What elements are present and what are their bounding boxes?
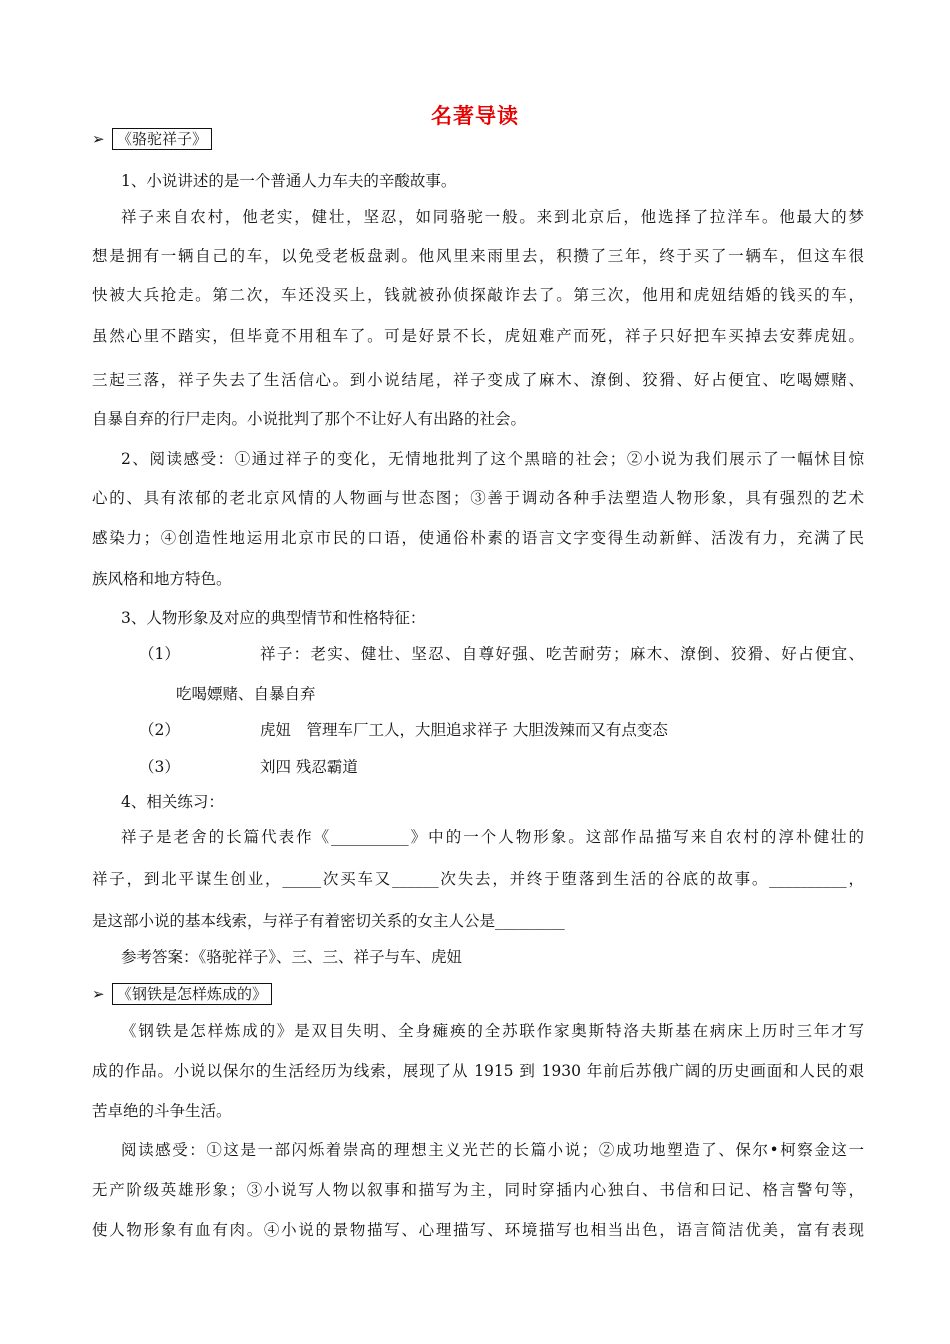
section-heading-how-steel — [92, 983, 272, 1005]
paragraph-line: 无产阶级英雄形象；③小说写人物以叙事和描写为主，同时穿插内心独白、书信和曰记、格言警句等， — [92, 1181, 864, 1199]
arrow-bullet-icon: ➢ — [92, 130, 105, 148]
list-item-text: 吃喝嫖赌、自暴自弃 — [176, 685, 316, 703]
exercise-line: 祥子是老舍的长篇代表作《__________》中的一个人物形象。这部作品描写来自农村的淳朴健壮的 — [121, 828, 864, 846]
paragraph-intro: 1、小说讲述的是一个普通人力车夫的辛酸故事。 — [121, 172, 457, 190]
section-title: 《钢铁是怎样炼成的》 — [112, 983, 272, 1005]
section-heading-camel-xiangzi — [92, 128, 212, 150]
paragraph-line: 心的、具有浓郁的老北京风情的人物画与世态图；③善于调动各种手法塑造人物形象，具有强烈的艺术 — [92, 489, 864, 507]
paragraph-line: 使人物形象有血有肉。④小说的景物描写、心理描写、环境描写也相当出色，语言简洁优美，富有表现 — [92, 1221, 864, 1239]
list-item-text: 祥子：老实、健壮、坚忍、自尊好强、吃苦耐劳；麻木、潦倒、狡猾、好占便宜、 — [260, 645, 864, 663]
paragraph-line: 苦卓绝的斗争生活。 — [92, 1102, 232, 1120]
list-number: （2） — [139, 721, 180, 739]
list-item-text: 刘四 残忍霸道 — [260, 758, 358, 776]
page-title: 名著导读 — [431, 104, 519, 128]
paragraph-line: 祥子来自农村，他老实，健壮，坚忍，如同骆驼一般。来到北京后，他选择了拉洋车。他最大的梦 — [121, 208, 864, 226]
list-number: （3） — [139, 758, 180, 776]
exercise-line: 是这部小说的基本线索，与祥子有着密切关系的女主人公是_________ — [92, 912, 565, 930]
paragraph-heading: 3、人物形象及对应的典型情节和性格特征： — [121, 609, 426, 627]
paragraph-line: 想是拥有一辆自己的车，以免受老板盘剥。他风里来雨里去，积攒了三年，终于买了一辆车，但这车很 — [92, 247, 864, 265]
exercise-line: 祥子，到北平谋生创业，_____次买车又______次失去，并终于堕落到生活的谷底的故事。__________， — [92, 870, 864, 888]
paragraph-line: 虽然心里不踏实，但毕竟不用租车了。可是好景不长，虎妞难产而死，祥子只好把车买掉去安葬虎妞。 — [92, 327, 864, 345]
list-item-text: 虎妞 管理车厂工人，大胆追求祥子 大胆泼辣而又有点变态 — [260, 721, 668, 739]
paragraph-line: 快被大兵抢走。第二次，车还没买上，钱就被孙侦探敲诈去了。第三次，他用和虎妞结婚的钱买的车， — [92, 286, 864, 304]
paragraph-line: 成的作品。小说以保尔的生活经历为线索，展现了从 1915 到 1930 年前后苏俄广阔的历史画面和人民的艰 — [92, 1062, 864, 1080]
paragraph-line: 三起三落，祥子失去了生活信心。到小说结尾，祥子变成了麻木、潦倒、狡猾、好占便宜、吃喝嫖赌、 — [92, 371, 864, 389]
list-number: （1） — [139, 645, 180, 663]
paragraph-line: 阅读感受：①这是一部闪烁着崇高的理想主义光芒的长篇小说；②成功地塑造了、保尔•柯察金这一 — [121, 1141, 864, 1159]
answer-line: 参考答案：《骆驼祥子》、三、三、祥子与车、虎妞 — [121, 948, 463, 966]
paragraph-line: 自暴自弃的行尸走肉。小说批判了那个不让好人有出路的社会。 — [92, 410, 527, 428]
section-title: 《骆驼祥子》 — [112, 128, 212, 150]
paragraph-line: 感染力；④创造性地运用北京市民的口语，使通俗朴素的语言文字变得生动新鲜、活泼有力，充满了民 — [92, 529, 864, 547]
paragraph-line: 《钢铁是怎样炼成的》是双目失明、全身瘫痪的全苏联作家奥斯特洛夫斯基在病床上历时三年才写 — [121, 1022, 864, 1040]
paragraph-line: 族风格和地方特色。 — [92, 570, 232, 588]
arrow-bullet-icon: ➢ — [92, 985, 105, 1003]
paragraph-heading: 4、相关练习： — [121, 793, 224, 811]
paragraph-line: 2、阅读感受：①通过祥子的变化，无情地批判了这个黑暗的社会；②小说为我们展示了一幅怵目惊 — [121, 450, 864, 468]
